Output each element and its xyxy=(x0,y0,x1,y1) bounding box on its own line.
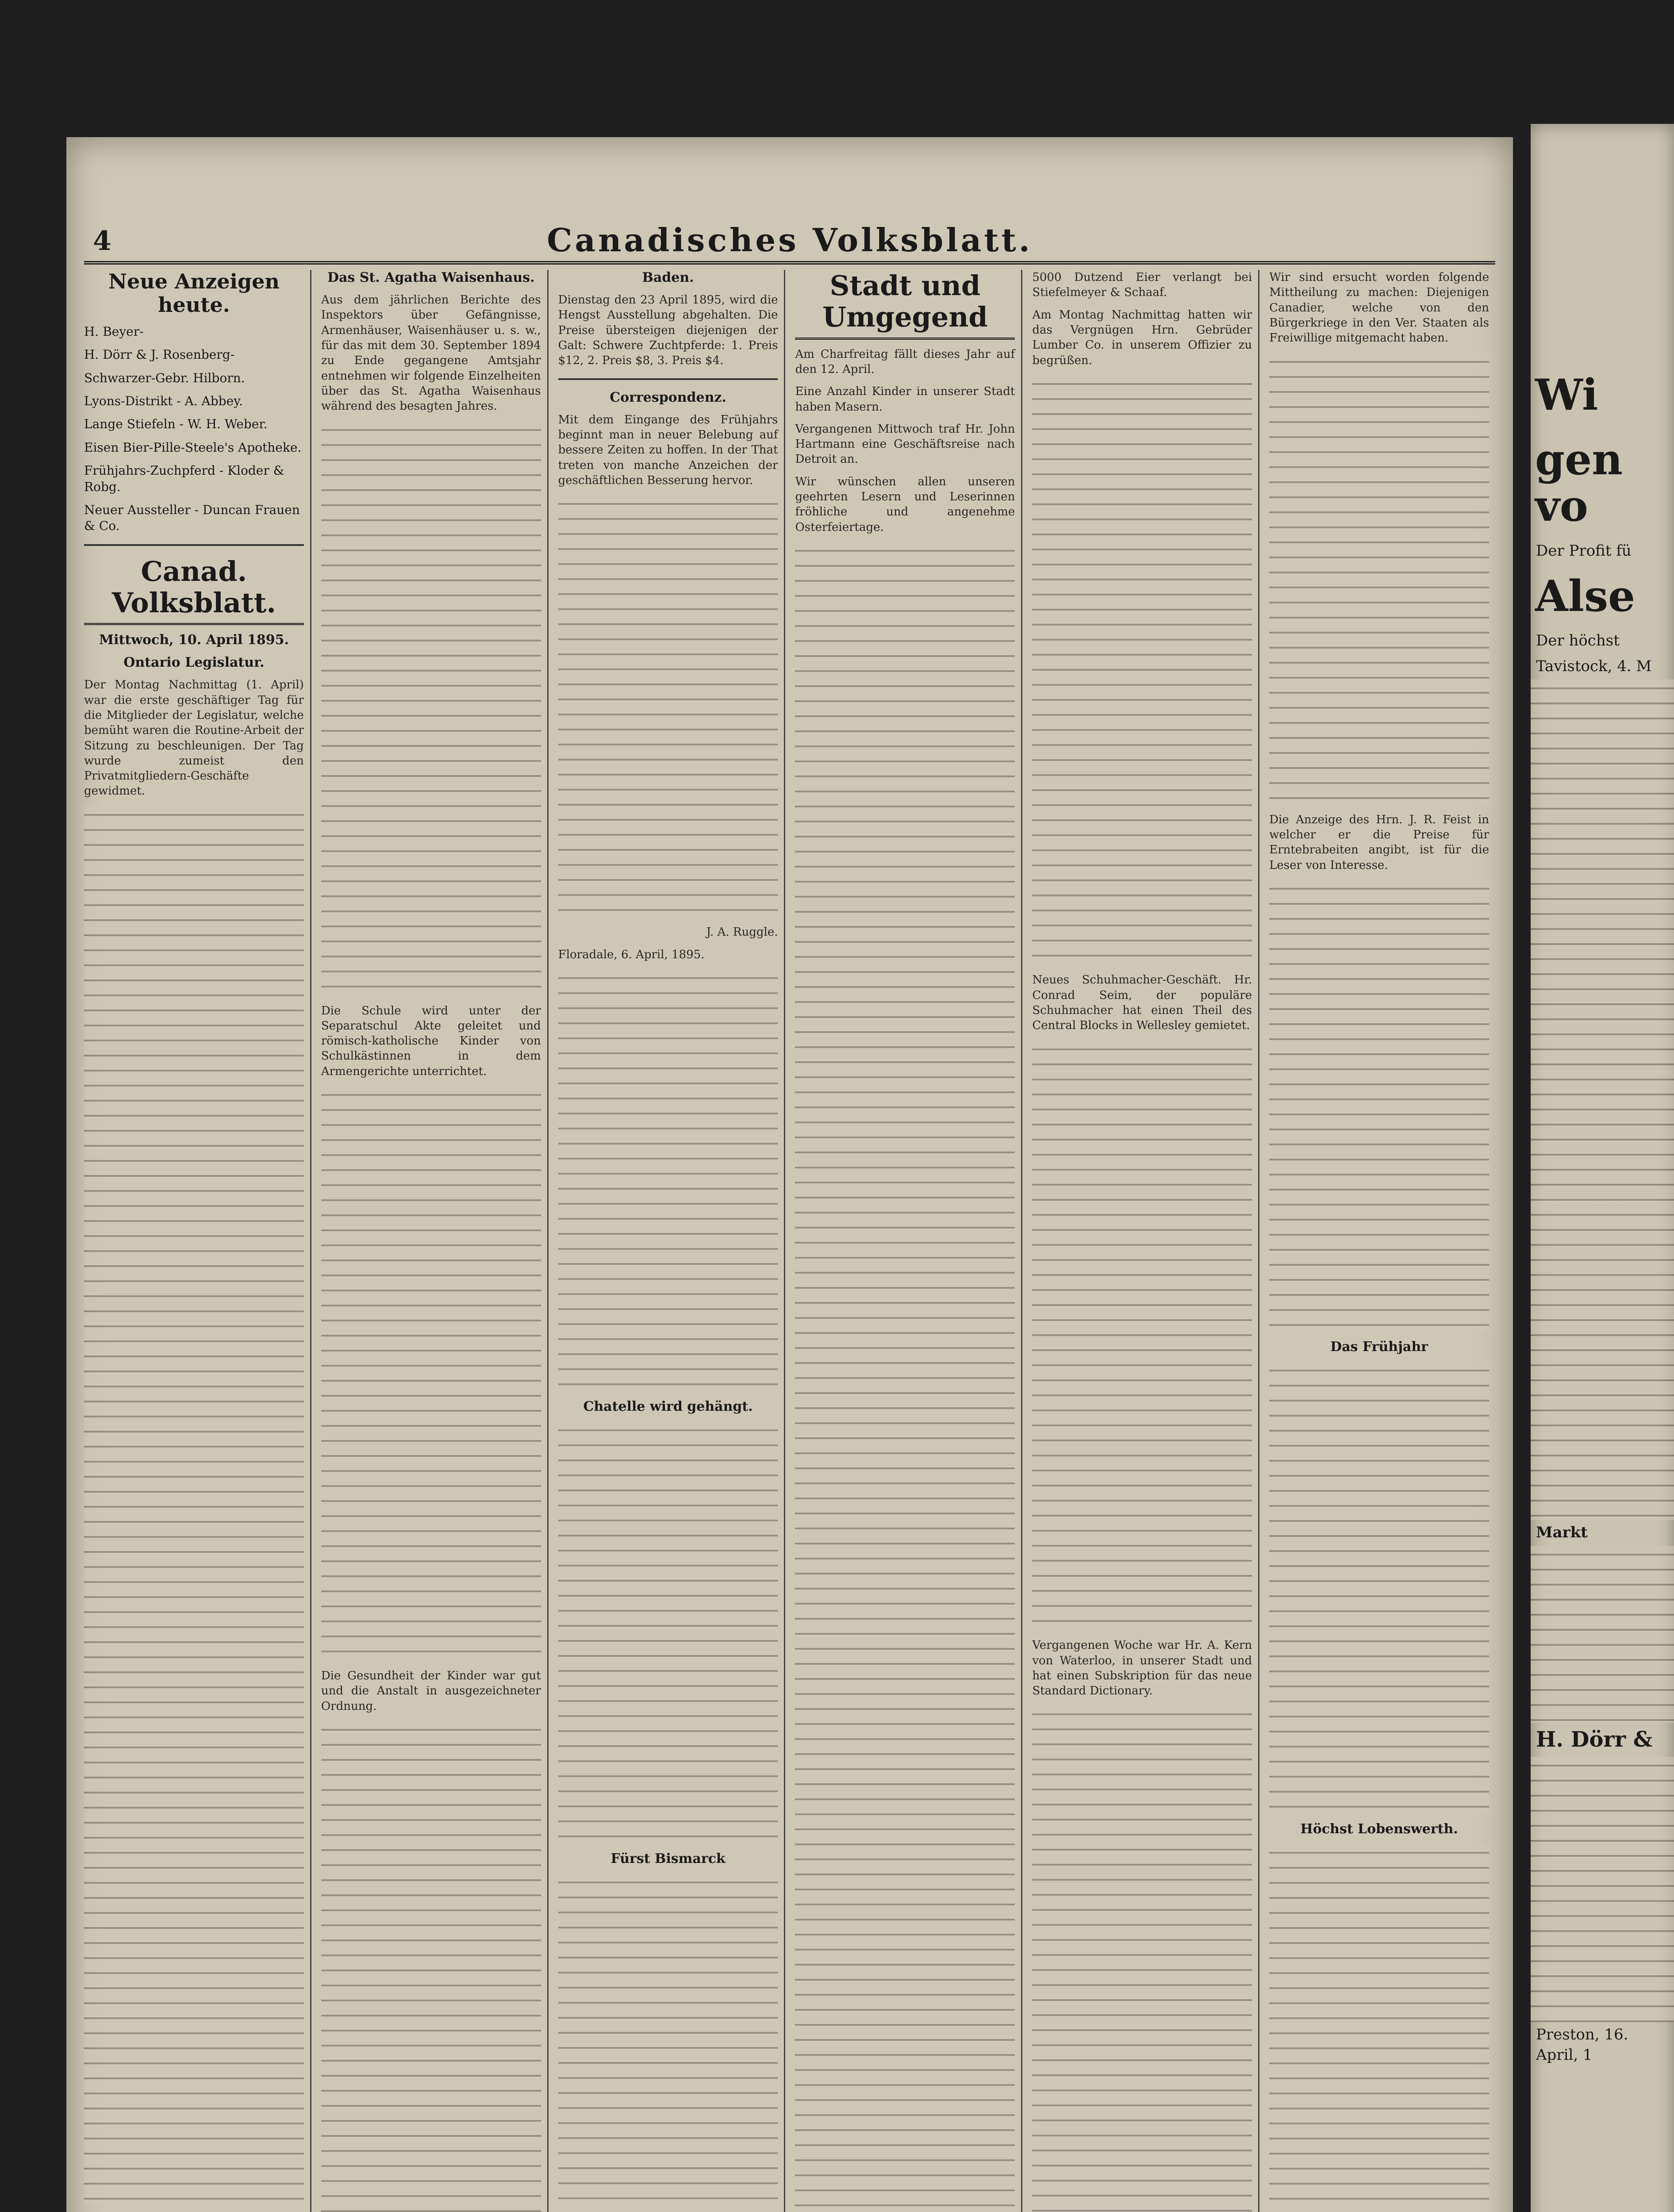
paper-title: Canad. Volksblatt. xyxy=(84,556,304,626)
columns xyxy=(84,270,1495,2212)
column-6 xyxy=(1269,270,1495,2212)
body-text-lines xyxy=(321,1721,541,2212)
issue-date: Mittwoch, 10. April 1895. xyxy=(99,632,289,648)
column-2 xyxy=(321,270,549,2212)
body-text-lines xyxy=(1032,1705,1252,2212)
masthead-title: Canadisches Volksblatt. xyxy=(547,221,1033,259)
body-text-lines xyxy=(795,542,1015,2212)
body-text-lines xyxy=(1032,1041,1252,1631)
body-text-lines xyxy=(1032,375,1252,966)
article-title: Höchst Lobenswerth. xyxy=(1300,1821,1458,1837)
column-1 xyxy=(84,270,311,2212)
article-title: Baden. xyxy=(642,270,694,285)
body-text-lines xyxy=(1531,1546,1674,1723)
fragment-line: Der höchst xyxy=(1536,632,1620,650)
ad-item: H. Dörr & J. Rosenberg- xyxy=(84,347,235,362)
body-text-lines xyxy=(1269,353,1489,805)
body-text-lines xyxy=(1269,880,1489,1332)
body-text-lines xyxy=(321,1086,541,1661)
ad-item: Schwarzer-Gebr. Hilborn. xyxy=(84,370,245,385)
ad-item: Lyons-Distrikt - A. Abbey. xyxy=(84,393,243,408)
fragment-headline: Alse xyxy=(1535,571,1636,621)
ad-item: Lange Stiefeln - W. H. Weber. xyxy=(84,417,268,432)
article-body: Die Anzeige des Hrn. J. R. Feist in welcher er die Preise für Erntebrabeiten angibt, ist für die Leser von Interesse. xyxy=(1269,813,1489,872)
body-text-lines xyxy=(84,806,304,2206)
column-3 xyxy=(558,270,786,2212)
body-text-lines xyxy=(558,1421,778,1844)
ad-item: H. Beyer- xyxy=(84,324,144,339)
fragment-line: Markt xyxy=(1536,1524,1588,1542)
article-body: Die Schule wird unter der Separatschul Akte geleitet und römisch-katholische Kinder von Schulkästinnen in dem Armengerichte unterrichtet. xyxy=(321,1004,541,1078)
article-body: Aus dem jährlichen Berichte des Inspektors über Gefängnisse, Armenhäuser, Waisenhäuser u. s. w., für das mit dem 30. September 1894 zu Ende gegangene Amtsjahr entnehmen wir folgende Einzelheiten über das St. Agatha Waisenhaus während des besagten Jahres. xyxy=(321,293,541,413)
signature: J. A. Ruggle. xyxy=(706,926,778,939)
article-body: Der Montag Nachmittag (1. April) war die erste geschäftiger Tag für die Mitglieder der Legislatur, welche bemüht waren die Routine-Arbeit der Sitzung zu beschleunigen. Der Tag wurde zumeist den Privatmitgliedern-Geschäfte gewidmet. xyxy=(84,678,304,798)
ad-item: Neuer Aussteller - Duncan Frauen & Co. xyxy=(84,502,300,534)
fragment-line: Tavistock, 4. M xyxy=(1536,657,1652,676)
fragment-headline: gen vo xyxy=(1535,434,1623,531)
article-body: Eine Anzahl Kinder in unserer Stadt haben Masern. xyxy=(795,385,1015,414)
divider xyxy=(84,544,304,546)
masthead xyxy=(84,217,1495,265)
article-body: Am Charfreitag fällt dieses Jahr auf den 12. April. xyxy=(795,347,1015,376)
article-title: Correspondenz. xyxy=(610,389,726,405)
article-title: Chatelle wird gehängt. xyxy=(583,1398,753,1414)
body-text-lines xyxy=(1531,680,1674,1520)
page-number: 4 xyxy=(93,226,111,257)
article-body: Vergangenen Mittwoch traf Hr. John Hartmann eine Geschäftsreise nach Detroit an. xyxy=(795,422,1015,466)
body-text-lines xyxy=(1269,1844,1489,2212)
newspaper-page xyxy=(66,137,1513,2212)
article-body: Am Montag Nachmittag hatten wir das Vergnügen Hrn. Gebrüder Lumber Co. in unserem Offizier zu begrüßen. xyxy=(1032,308,1252,367)
column-5 xyxy=(1032,270,1259,2212)
article-title: Ontario Legislatur. xyxy=(123,655,265,671)
divider xyxy=(558,378,778,380)
article-body: Die Gesundheit der Kinder war gut und die Anstalt in ausgezeichneter Ordnung. xyxy=(321,1669,541,1713)
dateline: Floradale, 6. April, 1895. xyxy=(558,948,705,961)
fragment-line: Der Profit fü xyxy=(1536,541,1632,560)
article-body: Wir sind ersucht worden folgende Mittheilung zu machen: Diejenigen Canadier, welche von den Bürgerkriege in den Ver. Staaten als Freiwillige mitgemacht haben. xyxy=(1269,271,1489,345)
column-4 xyxy=(795,270,1022,2212)
body-text-lines xyxy=(1531,1757,1674,2022)
article-title: Fürst Bismarck xyxy=(610,1851,726,1866)
article-body: Neues Schuhmacher-Geschäft. Hr. Conrad Seim, der populäre Schuhmacher hat einen Theil des Central Blocks in Wellesley gemietet. xyxy=(1032,973,1252,1033)
ads-heading: Neue Anzeigen heute. xyxy=(108,270,280,317)
body-text-lines xyxy=(558,1874,778,2212)
section-title: Stadt und Umgegend xyxy=(795,270,1015,340)
article-body: Mit dem Eingange des Frühjahrs beginnt man in neuer Belebung auf bessere Zeiten zu hoffen. In der That treten von manche Anzeichen der geschäftlichen Besserung hervor. xyxy=(558,413,778,487)
article-title: Das St. Agatha Waisenhaus. xyxy=(327,270,535,285)
fragment-headline: Wi xyxy=(1535,370,1598,420)
article-body: 5000 Dutzend Eier verlangt bei Stiefelmeyer & Schaaf. xyxy=(1032,271,1252,300)
article-title: Das Frühjahr xyxy=(1330,1339,1428,1355)
body-text-lines xyxy=(1269,1362,1489,1814)
body-text-lines xyxy=(558,495,778,918)
ad-item: Eisen Bier-Pille-Steele's Apotheke. xyxy=(84,440,302,455)
article-body: Vergangenen Woche war Hr. A. Kern von Waterloo, in unserer Stadt und hat einen Subskription für das neue Standard Dictionary. xyxy=(1032,1639,1252,1698)
body-text-lines xyxy=(321,421,541,996)
body-text-lines xyxy=(558,969,778,1392)
adjacent-page-fragment xyxy=(1531,124,1674,2212)
fragment-line: Preston, 16. April, 1 xyxy=(1536,2025,1628,2064)
article-body: Wir wünschen allen unseren geehrten Lesern und Leserinnen fröhliche und angenehme Osterfeiertage. xyxy=(795,475,1015,534)
ad-item: Frühjahrs-Zuchpferd - Kloder & Robg. xyxy=(84,463,284,494)
article-body: Dienstag den 23 April 1895, wird die Hengst Ausstellung abgehalten. Die Preise übersteigen diejenigen der Galt: Schwere Zuchtpferde: 1. Preis $12, 2. Preis $8, 3. Preis $4. xyxy=(558,293,778,368)
fragment-line: H. Dörr & xyxy=(1536,1727,1653,1752)
